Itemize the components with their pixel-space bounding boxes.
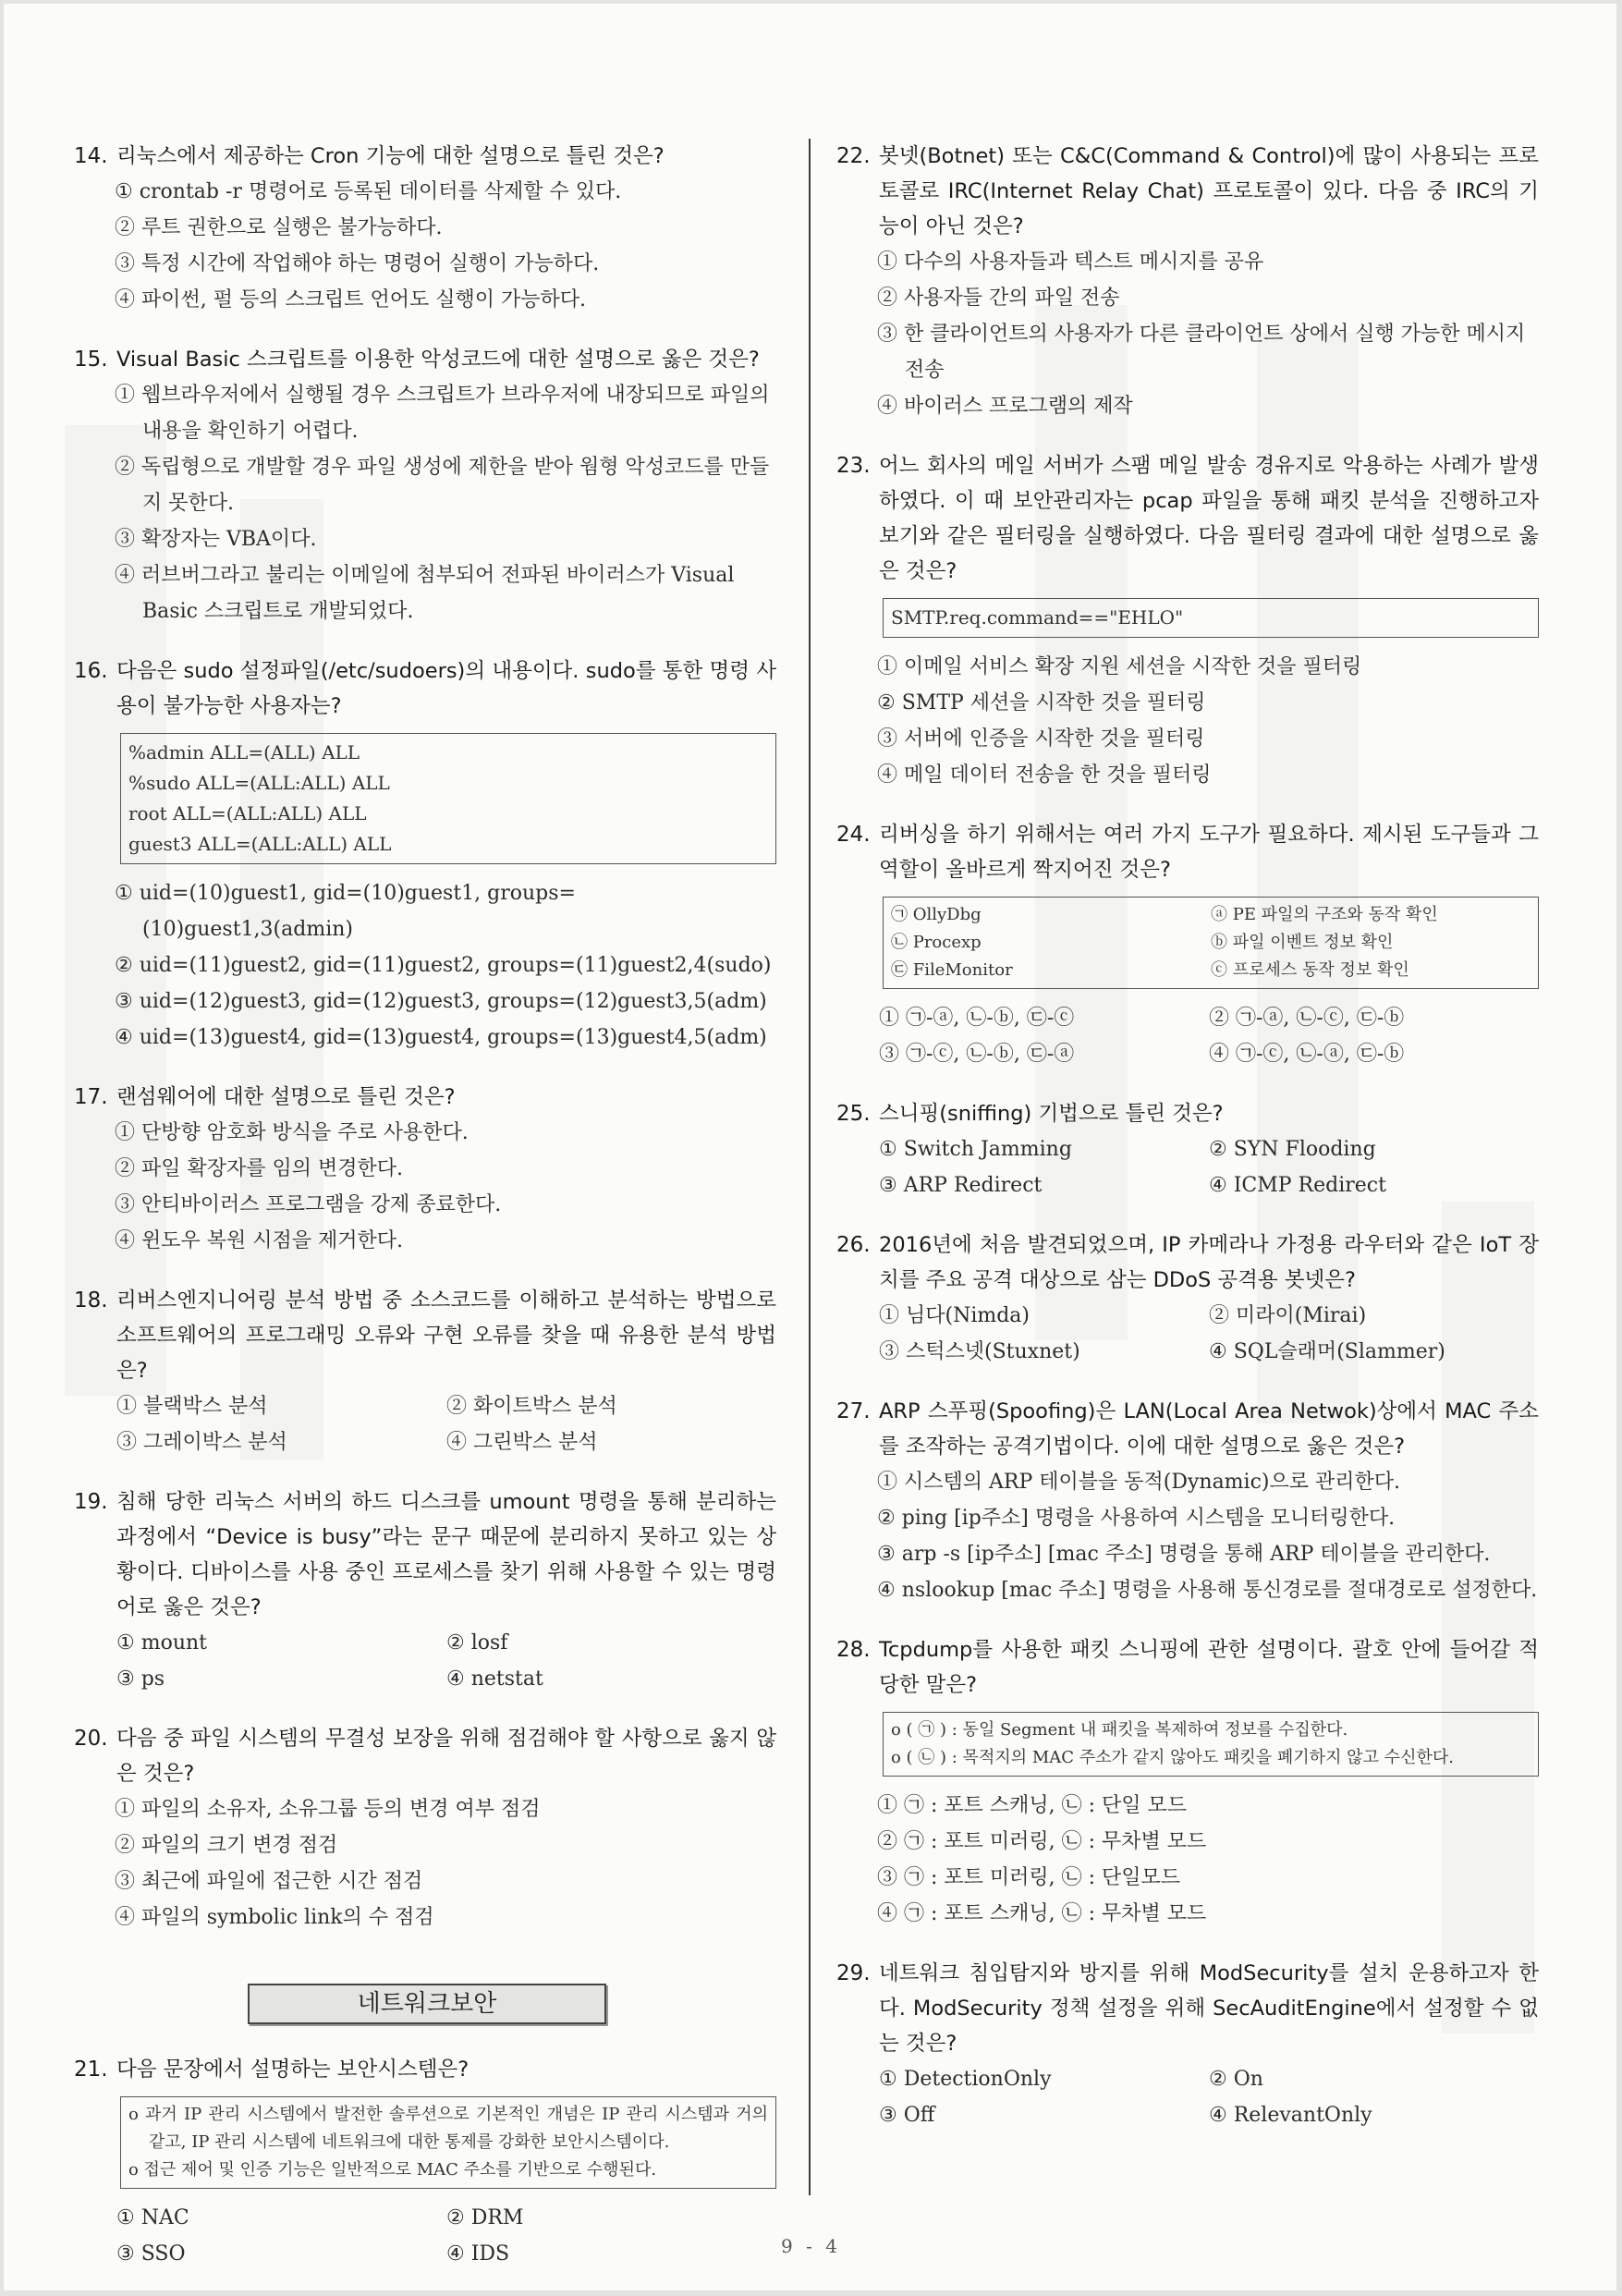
question-number: 27.	[836, 1399, 871, 1423]
question-stem: ARP 스푸핑(Spoofing)은 LAN(Local Area Netwok)상에서 MAC 주소를 조작하는 공격기법이다. 이에 대한 설명으로 옳은 것은?	[879, 1399, 1539, 1459]
answer-option: ① 파일의 소유자, 소유그룹 등의 변경 여부 점검	[115, 1798, 541, 1821]
question-number: 29.	[836, 1961, 871, 1985]
answer-options-grid	[879, 1131, 1539, 1203]
question-stem: 다음 문장에서 설명하는 보안시스템은?	[116, 2058, 470, 2082]
question-stem: Visual Basic 스크립트를 이용한 악성코드에 대한 설명으로 옳은 것은?	[116, 348, 760, 372]
question-number: 22.	[836, 144, 871, 168]
answer-option: ① 님다(Nimda)	[879, 1304, 1031, 1327]
question-16	[74, 653, 776, 1056]
question-text	[836, 1394, 1539, 1464]
reference-box	[883, 897, 1539, 989]
reference-line: o ( ㉡ ) : 목적지의 MAC 주소가 같지 않아도 패킷을 폐기하지 않고 수신한다.	[891, 1748, 1454, 1767]
question-stem: 2016년에 처음 발견되었으며, IP 카메라나 가정용 라우터와 같은 IoT 장치를 주요 공격 대상으로 삼는 DDoS 공격용 봇넷은?	[879, 1233, 1539, 1292]
question-text	[836, 817, 1539, 887]
question-text	[74, 653, 776, 724]
answer-option: ④ 러브버그라고 불리는 이메일에 첨부되어 전파된 바이러스가 Visual Basic 스크립트로 개발되었다.	[115, 564, 735, 623]
reference-box	[883, 1712, 1539, 1777]
reference-cell: ㉠ OllyDbg	[891, 905, 982, 924]
answer-option: ① 이메일 서비스 확장 지원 세션을 시작한 것을 필터링	[877, 655, 1362, 678]
question-24	[836, 817, 1539, 1072]
question-text	[836, 448, 1539, 589]
answer-option: ② 미라이(Mirai)	[1209, 1304, 1367, 1327]
question-number: 28.	[836, 1638, 871, 1662]
answer-option: ② SMTP 세션을 시작한 것을 필터링	[877, 691, 1206, 714]
question-number: 26.	[836, 1233, 871, 1257]
answer-option: ② ㉠ : 포트 미러링, ㉡ : 무차별 모드	[877, 1830, 1207, 1853]
question-number: 16.	[74, 659, 108, 683]
question-text	[74, 342, 776, 377]
reference-box	[883, 598, 1539, 638]
question-text	[836, 1632, 1539, 1703]
question-18	[74, 1283, 776, 1460]
question-20	[74, 1721, 776, 1936]
answer-option: ③ 그레이박스 분석	[116, 1431, 287, 1454]
reference-line: SMTP.req.command=="EHLO"	[891, 606, 1184, 629]
question-stem: 리눅스에서 제공하는 Cron 기능에 대한 설명으로 틀린 것은?	[116, 144, 665, 168]
question-number: 18.	[74, 1288, 108, 1313]
answer-option: ② 화이트박스 분석	[446, 1395, 617, 1418]
answer-options-grid	[879, 1000, 1539, 1072]
question-text	[74, 1721, 776, 1791]
question-number: 25.	[836, 1102, 871, 1126]
question-text	[74, 1283, 776, 1388]
answer-option: ② ㉠-ⓐ, ㉡-ⓒ, ㉢-ⓑ	[1209, 1007, 1405, 1030]
reference-line: %admin ALL=(ALL) ALL	[128, 741, 360, 763]
question-number: 21.	[74, 2058, 108, 2082]
answer-options-grid	[879, 1298, 1539, 1370]
answer-option: ③ SSO	[116, 2242, 186, 2265]
answer-option: ① NAC	[116, 2206, 189, 2229]
question-stem: 네트워크 침입탐지와 방지를 위해 ModSecurity를 설치 운용하고자 한다. ModSecurity 정책 설정을 위해 SecAuditEngine에서 설정할 수 없는 것은?	[879, 1961, 1539, 2056]
answer-option: ③ 안티바이러스 프로그램을 강제 종료한다.	[115, 1193, 502, 1216]
answer-option: ③ Off	[879, 2104, 935, 2127]
answer-option: ④ 파일의 symbolic link의 수 점검	[115, 1906, 434, 1929]
reference-box	[120, 733, 776, 864]
answer-option: ④ uid=(13)guest4, gid=(13)guest4, groups=(13)guest4,5(adm)	[115, 1026, 767, 1049]
question-29	[836, 1956, 1539, 2133]
reference-cell: ⓑ 파일 이벤트 정보 확인	[1211, 933, 1394, 952]
answer-option: ④ ㉠-ⓒ, ㉡-ⓐ, ㉢-ⓑ	[1209, 1043, 1405, 1066]
reference-line: o ( ㉠ ) : 동일 Segment 내 패킷을 복제하여 정보를 수집한다.	[891, 1720, 1348, 1740]
answer-option: ② 파일의 크기 변경 점검	[115, 1834, 338, 1857]
question-15	[74, 342, 776, 629]
answer-option: ④ ㉠ : 포트 스캐닝, ㉡ : 무차별 모드	[877, 1902, 1207, 1925]
reference-line: root ALL=(ALL:ALL) ALL	[128, 802, 367, 824]
answer-option: ① 블랙박스 분석	[116, 1395, 268, 1418]
answer-option: ④ netstat	[446, 1667, 543, 1691]
answer-option: ③ ㉠-ⓒ, ㉡-ⓑ, ㉢-ⓐ	[879, 1043, 1075, 1066]
answer-option: ① Switch Jamming	[879, 1138, 1072, 1161]
answer-option: ③ 서버에 인증을 시작한 것을 필터링	[877, 727, 1205, 751]
question-text	[836, 1096, 1539, 1131]
question-number: 24.	[836, 823, 871, 847]
answer-option: ④ 바이러스 프로그램의 제작	[877, 395, 1133, 418]
answer-option: ③ 최근에 파일에 접근한 시간 점검	[115, 1870, 423, 1893]
reference-line: o 접근 제어 및 인증 기능은 일반적으로 MAC 주소를 기반으로 수행된다.	[128, 2160, 657, 2180]
question-text	[836, 1227, 1539, 1298]
answer-option: ③ 확장자는 VBA이다.	[115, 528, 317, 551]
section-title: 네트워크보안	[248, 1984, 606, 2024]
reference-cell: ⓐ PE 파일의 구조와 동작 확인	[1211, 905, 1438, 924]
answer-options-grid	[879, 2061, 1539, 2133]
reference-line: guest3 ALL=(ALL:ALL) ALL	[128, 833, 392, 855]
question-text	[74, 1484, 776, 1625]
answer-option: ③ 특정 시간에 작업해야 하는 명령어 실행이 가능하다.	[115, 252, 600, 275]
answer-option: ④ 그린박스 분석	[446, 1431, 598, 1454]
answer-option: ④ IDS	[446, 2242, 510, 2265]
answer-option: ① 단방향 암호화 방식을 주로 사용한다.	[115, 1121, 469, 1144]
question-stem: 리버스엔지니어링 분석 방법 중 소스코드를 이해하고 분석하는 방법으로 소프트웨어의 프로그래밍 오류와 구현 오류를 찾을 때 유용한 분석 방법은?	[116, 1288, 776, 1383]
answer-options-grid	[116, 1625, 776, 1697]
answer-option: ③ ARP Redirect	[879, 1174, 1043, 1197]
answer-option: ④ nslookup [mac 주소] 명령을 사용해 통신경로를 절대경로로 설정한다.	[877, 1579, 1538, 1602]
reference-box	[120, 2096, 776, 2189]
question-text	[836, 139, 1539, 244]
answer-option: ② On	[1209, 2068, 1263, 2091]
answer-option: ④ 윈도우 복원 시점을 제거한다.	[115, 1229, 403, 1252]
answer-option: ② losf	[446, 1631, 508, 1655]
question-text	[74, 1080, 776, 1115]
answer-option: ① 웹브라우저에서 실행될 경우 스크립트가 브라우저에 내장되므로 파일의 내용을 확인하기 어렵다.	[115, 384, 770, 443]
answer-option: ④ 메일 데이터 전송을 한 것을 필터링	[877, 763, 1212, 787]
question-stem: 어느 회사의 메일 서버가 스팸 메일 발송 경유지로 악용하는 사례가 발생하였다. 이 때 보안관리자는 pcap 파일을 통해 패킷 분석을 진행하고자 보기와 같은 필터링을 실행하였다. 다음 필터링 결과에 대한 설명으로 옳은 것은?	[879, 454, 1539, 583]
answer-option: ④ ICMP Redirect	[1209, 1174, 1386, 1197]
answer-option: ② SYN Flooding	[1209, 1138, 1376, 1161]
question-number: 20.	[74, 1727, 108, 1751]
question-stem: 다음은 sudo 설정파일(/etc/sudoers)의 내용이다. sudo를 통한 명령 사용이 불가능한 사용자는?	[116, 659, 776, 718]
question-text	[74, 139, 776, 174]
question-25	[836, 1096, 1539, 1203]
answer-option: ③ uid=(12)guest3, gid=(12)guest3, groups=(12)guest3,5(adm)	[115, 990, 767, 1013]
question-text	[74, 2052, 776, 2087]
answer-option: ① 시스템의 ARP 테이블을 동적(Dynamic)으로 관리한다.	[877, 1471, 1400, 1494]
answer-option: ③ arp -s [ip주소] [mac 주소] 명령을 통해 ARP 테이블을 관리한다.	[877, 1543, 1491, 1566]
answer-option: ④ SQL슬래머(Slammer)	[1209, 1340, 1445, 1363]
reference-cell: ㉢ FileMonitor	[891, 960, 1013, 980]
answer-option: ④ 파이썬, 펄 등의 스크립트 언어도 실행이 가능하다.	[115, 288, 586, 311]
question-stem: 스니핑(sniffing) 기법으로 틀린 것은?	[879, 1102, 1224, 1126]
question-text	[836, 1956, 1539, 2061]
question-stem: Tcpdump를 사용한 패킷 스니핑에 관한 설명이다. 괄호 안에 들어갈 적당한 말은?	[879, 1638, 1539, 1697]
question-28	[836, 1632, 1539, 1932]
answer-option: ③ 한 클라이언트의 사용자가 다른 클라이언트 상에서 실행 가능한 메시지 전송	[877, 323, 1526, 382]
answer-option: ① 다수의 사용자들과 텍스트 메시지를 공유	[877, 250, 1264, 274]
question-stem: 랜섬웨어에 대한 설명으로 틀린 것은?	[116, 1085, 456, 1109]
question-number: 19.	[74, 1490, 108, 1514]
question-stem: 봇넷(Botnet) 또는 C&C(Command & Control)에 많이 사용되는 프로토콜로 IRC(Internet Relay Chat) 프로토콜이 있다. 다음 중 IRC의 기능이 아닌 것은?	[879, 144, 1539, 238]
answer-option: ② ping [ip주소] 명령을 사용하여 시스템을 모니터링한다.	[877, 1507, 1396, 1530]
answer-option: ② DRM	[446, 2206, 524, 2229]
reference-line: %sudo ALL=(ALL:ALL) ALL	[128, 772, 390, 794]
question-number: 15.	[74, 348, 108, 372]
answer-option: ② 독립형으로 개발할 경우 파일 생성에 제한을 받아 웜형 악성코드를 만들지 못한다.	[115, 456, 770, 515]
answer-option: ② 파일 확장자를 임의 변경한다.	[115, 1157, 403, 1180]
question-23	[836, 448, 1539, 793]
answer-option: ① crontab -r 명령어로 등록된 데이터를 삭제할 수 있다.	[115, 180, 622, 203]
question-17	[74, 1080, 776, 1259]
question-number: 14.	[74, 144, 108, 168]
answer-option: ① ㉠-ⓐ, ㉡-ⓑ, ㉢-ⓒ	[879, 1007, 1075, 1030]
reference-line: o 과거 IP 관리 시스템에서 발전한 솔루션으로 기본적인 개념은 IP 관리 시스템과 거의 같고, IP 관리 시스템에 네트워크에 대한 통제를 강화한 보안시스템이다.	[128, 2105, 768, 2152]
question-27	[836, 1394, 1539, 1608]
question-19	[74, 1484, 776, 1697]
answer-option: ① mount	[116, 1631, 208, 1655]
page-number: 9 - 4	[781, 2235, 841, 2257]
answer-option: ④ RelevantOnly	[1209, 2104, 1372, 2127]
question-22	[836, 139, 1539, 424]
question-stem: 침해 당한 리눅스 서버의 하드 디스크를 umount 명령을 통해 분리하는 과정에서 “Device is busy”라는 문구 때문에 분리하지 못하고 있는 상황이다. 디바이스를 사용 중인 프로세스를 찾기 위해 사용할 수 있는 명령어로 옳은 것은?	[116, 1490, 776, 1619]
question-stem: 다음 중 파일 시스템의 무결성 보장을 위해 점검해야 할 사항으로 옳지 않은 것은?	[116, 1727, 776, 1786]
answer-option: ③ ㉠ : 포트 미러링, ㉡ : 단일모드	[877, 1866, 1181, 1889]
answer-option: ② 사용자들 간의 파일 전송	[877, 287, 1120, 310]
answer-option: ① ㉠ : 포트 스캐닝, ㉡ : 단일 모드	[877, 1794, 1188, 1817]
column-divider	[809, 139, 811, 2195]
answer-option: ② uid=(11)guest2, gid=(11)guest2, groups=(11)guest2,4(sudo)	[115, 954, 772, 977]
question-14	[74, 139, 776, 318]
answer-option: ③ 스턱스넷(Stuxnet)	[879, 1340, 1080, 1363]
answer-option: ③ ps	[116, 1667, 165, 1691]
answer-option: ② 루트 권한으로 실행은 불가능하다.	[115, 216, 443, 239]
reference-cell: ⓒ 프로세스 동작 정보 확인	[1211, 960, 1409, 980]
question-number: 17.	[74, 1085, 108, 1109]
answer-option: ① uid=(10)guest1, gid=(10)guest1, groups=(10)guest1,3(admin)	[115, 882, 576, 941]
question-number: 23.	[836, 454, 871, 478]
reference-cell: ㉡ Procexp	[891, 933, 982, 952]
question-stem: 리버싱을 하기 위해서는 여러 가지 도구가 필요하다. 제시된 도구들과 그 역할이 올바르게 짝지어진 것은?	[879, 823, 1539, 882]
right-column	[836, 139, 1539, 2157]
answer-options-grid	[116, 1388, 776, 1460]
left-column	[74, 139, 776, 2296]
question-26	[836, 1227, 1539, 1370]
answer-option: ① DetectionOnly	[879, 2068, 1052, 2091]
